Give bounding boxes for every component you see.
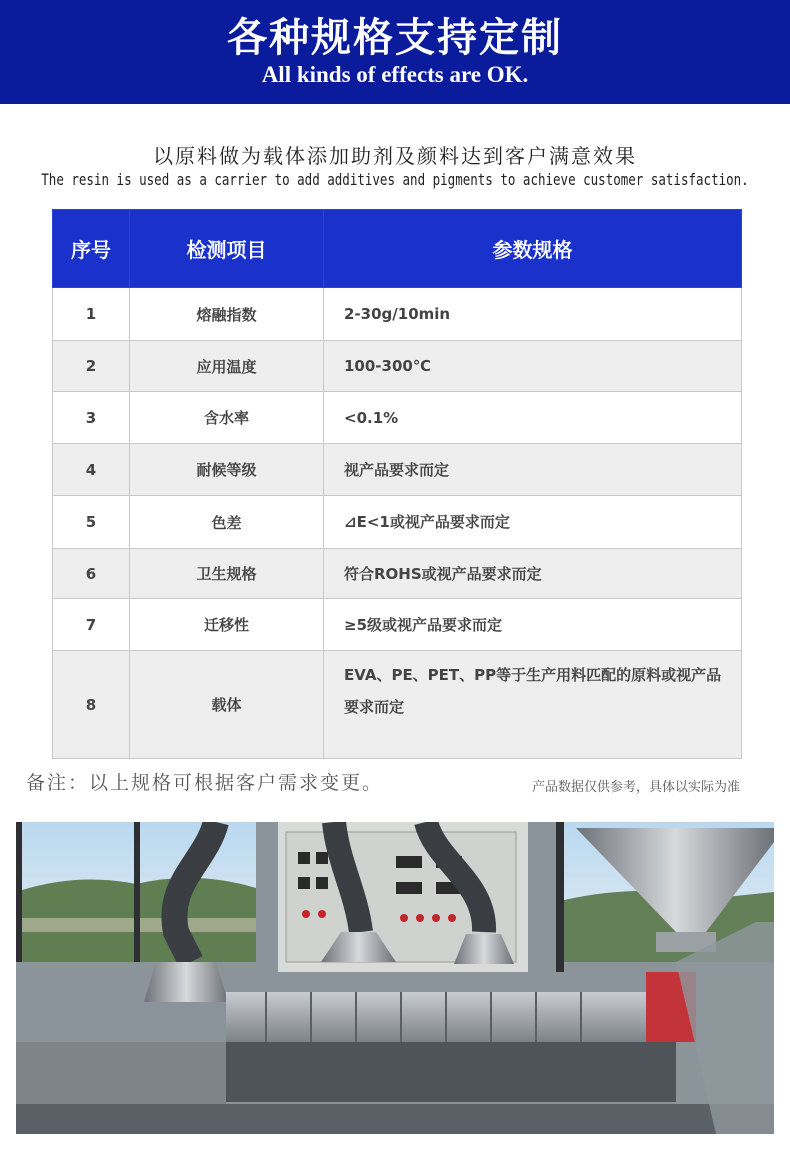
- row-number: 8: [53, 651, 130, 759]
- row-number: 7: [53, 599, 130, 651]
- row-number: 6: [53, 549, 130, 599]
- row-item: 含水率: [130, 392, 324, 444]
- table-row: [53, 599, 742, 651]
- spec-table: [52, 209, 742, 759]
- remark-note: 备注：以上规格可根据客户需求变更。: [26, 772, 384, 794]
- row-number: 3: [53, 392, 130, 444]
- row-value: 符合ROHS或视产品要求而定: [324, 549, 742, 599]
- row-value: ≥5级或视产品要求而定: [324, 599, 742, 651]
- extruder-machine-photo: [16, 822, 774, 1134]
- factory-illustration: [16, 822, 774, 1134]
- table-row: [53, 651, 742, 759]
- banner-title: 各种规格支持定制: [227, 15, 563, 61]
- table-row: [53, 496, 742, 549]
- header-no: 序号: [53, 210, 130, 288]
- row-value: EVA、PE、PET、PP等于生产用料匹配的原料或视产品要求而定: [324, 651, 742, 759]
- row-value: 2-30g/10min: [324, 288, 742, 341]
- row-item: 卫生规格: [130, 549, 324, 599]
- banner-subtitle: All kinds of effects are OK.: [261, 62, 529, 87]
- table-row: [53, 549, 742, 599]
- header-item: 检测项目: [130, 210, 324, 288]
- table-row: [53, 288, 742, 341]
- row-item: 载体: [130, 651, 324, 759]
- disclaimer-note: 产品数据仅供参考，具体以实际为准: [531, 780, 740, 795]
- table-row: [53, 392, 742, 444]
- row-value: 100-300℃: [324, 341, 742, 392]
- row-number: 1: [53, 288, 130, 341]
- row-value: ⊿E<1或视产品要求而定: [324, 496, 742, 549]
- row-item: 色差: [130, 496, 324, 549]
- intro-chinese: 以原料做为载体添加助剂及颜料达到客户满意效果: [153, 144, 637, 168]
- row-item: 熔融指数: [130, 288, 324, 341]
- row-item: 耐候等级: [130, 444, 324, 496]
- table-header-row: [53, 210, 742, 288]
- header-value: 参数规格: [324, 210, 742, 288]
- row-item: 应用温度: [130, 341, 324, 392]
- row-number: 4: [53, 444, 130, 496]
- row-value: 视产品要求而定: [324, 444, 742, 496]
- intro-english: The resin is used as a carrier to add additives and pigments to achieve customer satisfaction.: [41, 170, 749, 189]
- table-row: [53, 341, 742, 392]
- row-number: 5: [53, 496, 130, 549]
- row-item: 迁移性: [130, 599, 324, 651]
- row-value: <0.1%: [324, 392, 742, 444]
- row-number: 2: [53, 341, 130, 392]
- table-row: [53, 444, 742, 496]
- title-banner: [0, 0, 790, 104]
